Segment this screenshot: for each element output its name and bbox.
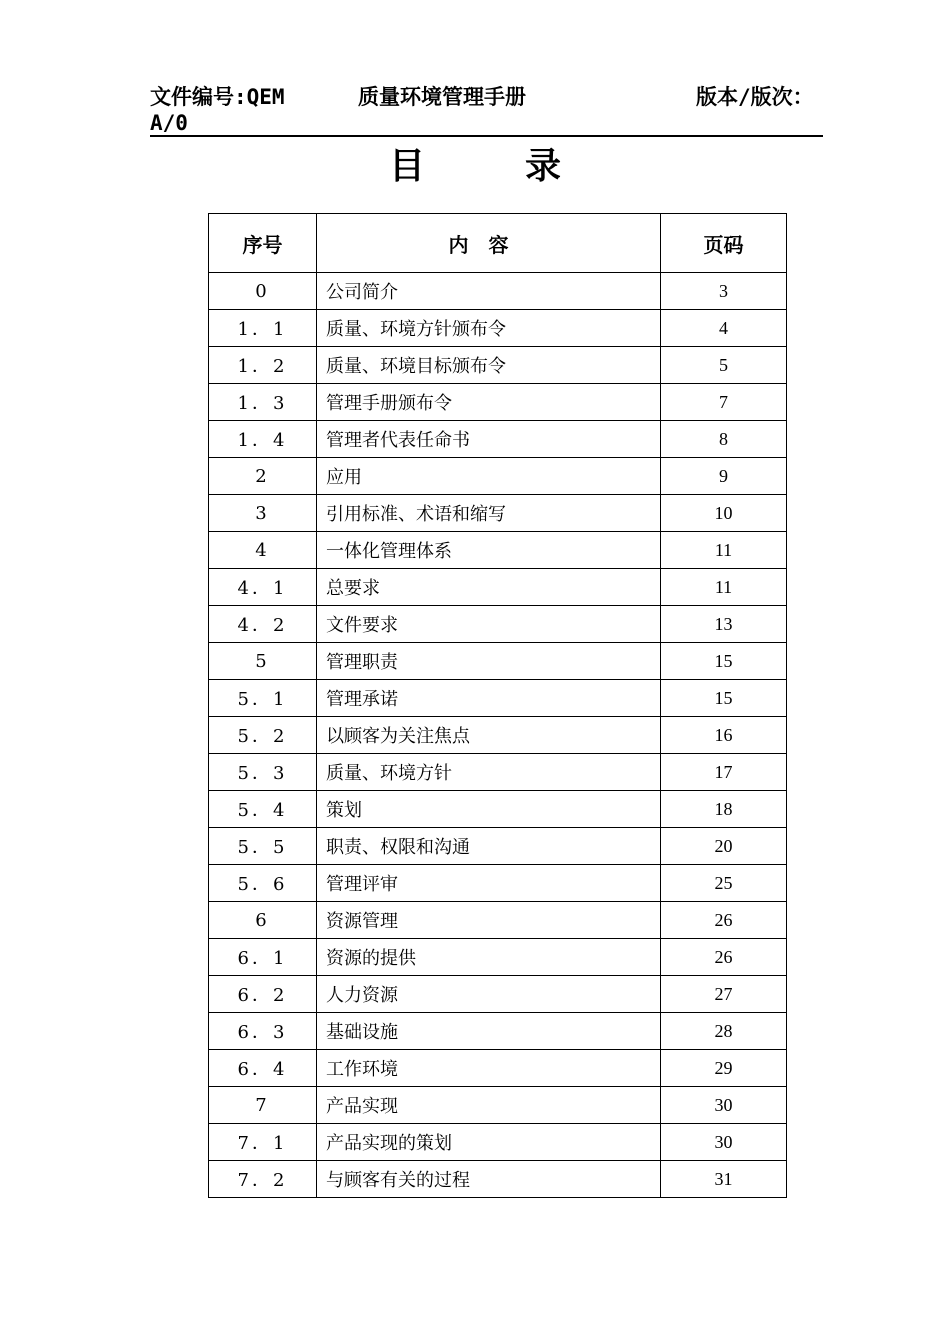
page-number: 31 [661, 1161, 787, 1198]
page-number: 5 [661, 347, 787, 384]
section-title: 管理承诺 [317, 680, 661, 717]
section-title: 总要求 [317, 569, 661, 606]
page-number: 15 [661, 680, 787, 717]
table-row [209, 680, 787, 717]
page-number: 26 [661, 939, 787, 976]
table-row [209, 865, 787, 902]
page-number: 26 [661, 902, 787, 939]
section-number: 7 [209, 1087, 317, 1124]
page-number: 30 [661, 1124, 787, 1161]
section-title: 资源的提供 [317, 939, 661, 976]
section-number: 5．4 [209, 791, 317, 828]
table-row [209, 532, 787, 569]
table-row [209, 976, 787, 1013]
table-row [209, 384, 787, 421]
section-number: 5．5 [209, 828, 317, 865]
table-row [209, 754, 787, 791]
table-row [209, 273, 787, 310]
table-row [209, 1161, 787, 1198]
page-number: 11 [661, 569, 787, 606]
page-number: 15 [661, 643, 787, 680]
page-title: 目录 [388, 146, 661, 187]
section-title: 资源管理 [317, 902, 661, 939]
page-number: 10 [661, 495, 787, 532]
page-number: 8 [661, 421, 787, 458]
section-number: 1．2 [209, 347, 317, 384]
page-number: 30 [661, 1087, 787, 1124]
section-number: 6．3 [209, 1013, 317, 1050]
section-number: 5 [209, 643, 317, 680]
section-number: 1．1 [209, 310, 317, 347]
table-row [209, 828, 787, 865]
section-title: 引用标准、术语和缩写 [317, 495, 661, 532]
page-number: 25 [661, 865, 787, 902]
section-number: 6 [209, 902, 317, 939]
section-number: 7．1 [209, 1124, 317, 1161]
section-number: 6．1 [209, 939, 317, 976]
section-title: 工作环境 [317, 1050, 661, 1087]
table-row [209, 606, 787, 643]
document-code-continued: A/0 [150, 111, 188, 135]
table-row [209, 643, 787, 680]
section-number: 1．3 [209, 384, 317, 421]
table-row [209, 791, 787, 828]
section-title: 产品实现 [317, 1087, 661, 1124]
section-title: 与顾客有关的过程 [317, 1161, 661, 1198]
section-title: 公司简介 [317, 273, 661, 310]
page-number: 20 [661, 828, 787, 865]
document-code: 文件编号:QEM [150, 85, 285, 109]
table-row [209, 902, 787, 939]
document-title: 质量环境管理手册 [358, 85, 526, 109]
section-title: 质量、环境方针颁布令 [317, 310, 661, 347]
section-title: 策划 [317, 791, 661, 828]
section-number: 5．1 [209, 680, 317, 717]
section-number: 5．6 [209, 865, 317, 902]
section-number: 0 [209, 273, 317, 310]
table-body [209, 273, 787, 1198]
page-number: 4 [661, 310, 787, 347]
table-row [209, 347, 787, 384]
section-title: 质量、环境方针 [317, 754, 661, 791]
page-number: 3 [661, 273, 787, 310]
section-number: 6．2 [209, 976, 317, 1013]
section-title: 职责、权限和沟通 [317, 828, 661, 865]
section-title: 管理职责 [317, 643, 661, 680]
section-number: 5．3 [209, 754, 317, 791]
section-title: 产品实现的策划 [317, 1124, 661, 1161]
page-number: 18 [661, 791, 787, 828]
section-title: 人力资源 [317, 976, 661, 1013]
column-header-content: 内容 [317, 214, 661, 273]
table-row [209, 495, 787, 532]
section-number: 2 [209, 458, 317, 495]
section-number: 4．2 [209, 606, 317, 643]
section-number: 4 [209, 532, 317, 569]
page-number: 9 [661, 458, 787, 495]
page-number: 16 [661, 717, 787, 754]
page-number: 29 [661, 1050, 787, 1087]
page-number: 28 [661, 1013, 787, 1050]
header-divider [150, 135, 823, 137]
section-title: 管理者代表任命书 [317, 421, 661, 458]
table-row [209, 1087, 787, 1124]
table-row [209, 939, 787, 976]
column-header-page: 页码 [661, 214, 787, 273]
table-of-contents [208, 213, 787, 1198]
table-row [209, 421, 787, 458]
section-number: 7．2 [209, 1161, 317, 1198]
table-row [209, 310, 787, 347]
section-title: 管理手册颁布令 [317, 384, 661, 421]
section-number: 3 [209, 495, 317, 532]
table-row [209, 569, 787, 606]
table-row [209, 1050, 787, 1087]
section-title: 应用 [317, 458, 661, 495]
table-row [209, 458, 787, 495]
section-title: 文件要求 [317, 606, 661, 643]
section-title: 以顾客为关注焦点 [317, 717, 661, 754]
table-row [209, 717, 787, 754]
table-row [209, 1013, 787, 1050]
version-label: 版本/版次： [696, 85, 814, 109]
table-row [209, 1124, 787, 1161]
section-number: 4．1 [209, 569, 317, 606]
page-number: 13 [661, 606, 787, 643]
page-number: 27 [661, 976, 787, 1013]
table-header-row [209, 214, 787, 273]
section-title: 基础设施 [317, 1013, 661, 1050]
page-number: 17 [661, 754, 787, 791]
section-number: 5．2 [209, 717, 317, 754]
section-title: 质量、环境目标颁布令 [317, 347, 661, 384]
section-title: 一体化管理体系 [317, 532, 661, 569]
page-number: 11 [661, 532, 787, 569]
column-header-number: 序号 [209, 214, 317, 273]
section-number: 1．4 [209, 421, 317, 458]
page-number: 7 [661, 384, 787, 421]
section-title: 管理评审 [317, 865, 661, 902]
section-number: 6．4 [209, 1050, 317, 1087]
